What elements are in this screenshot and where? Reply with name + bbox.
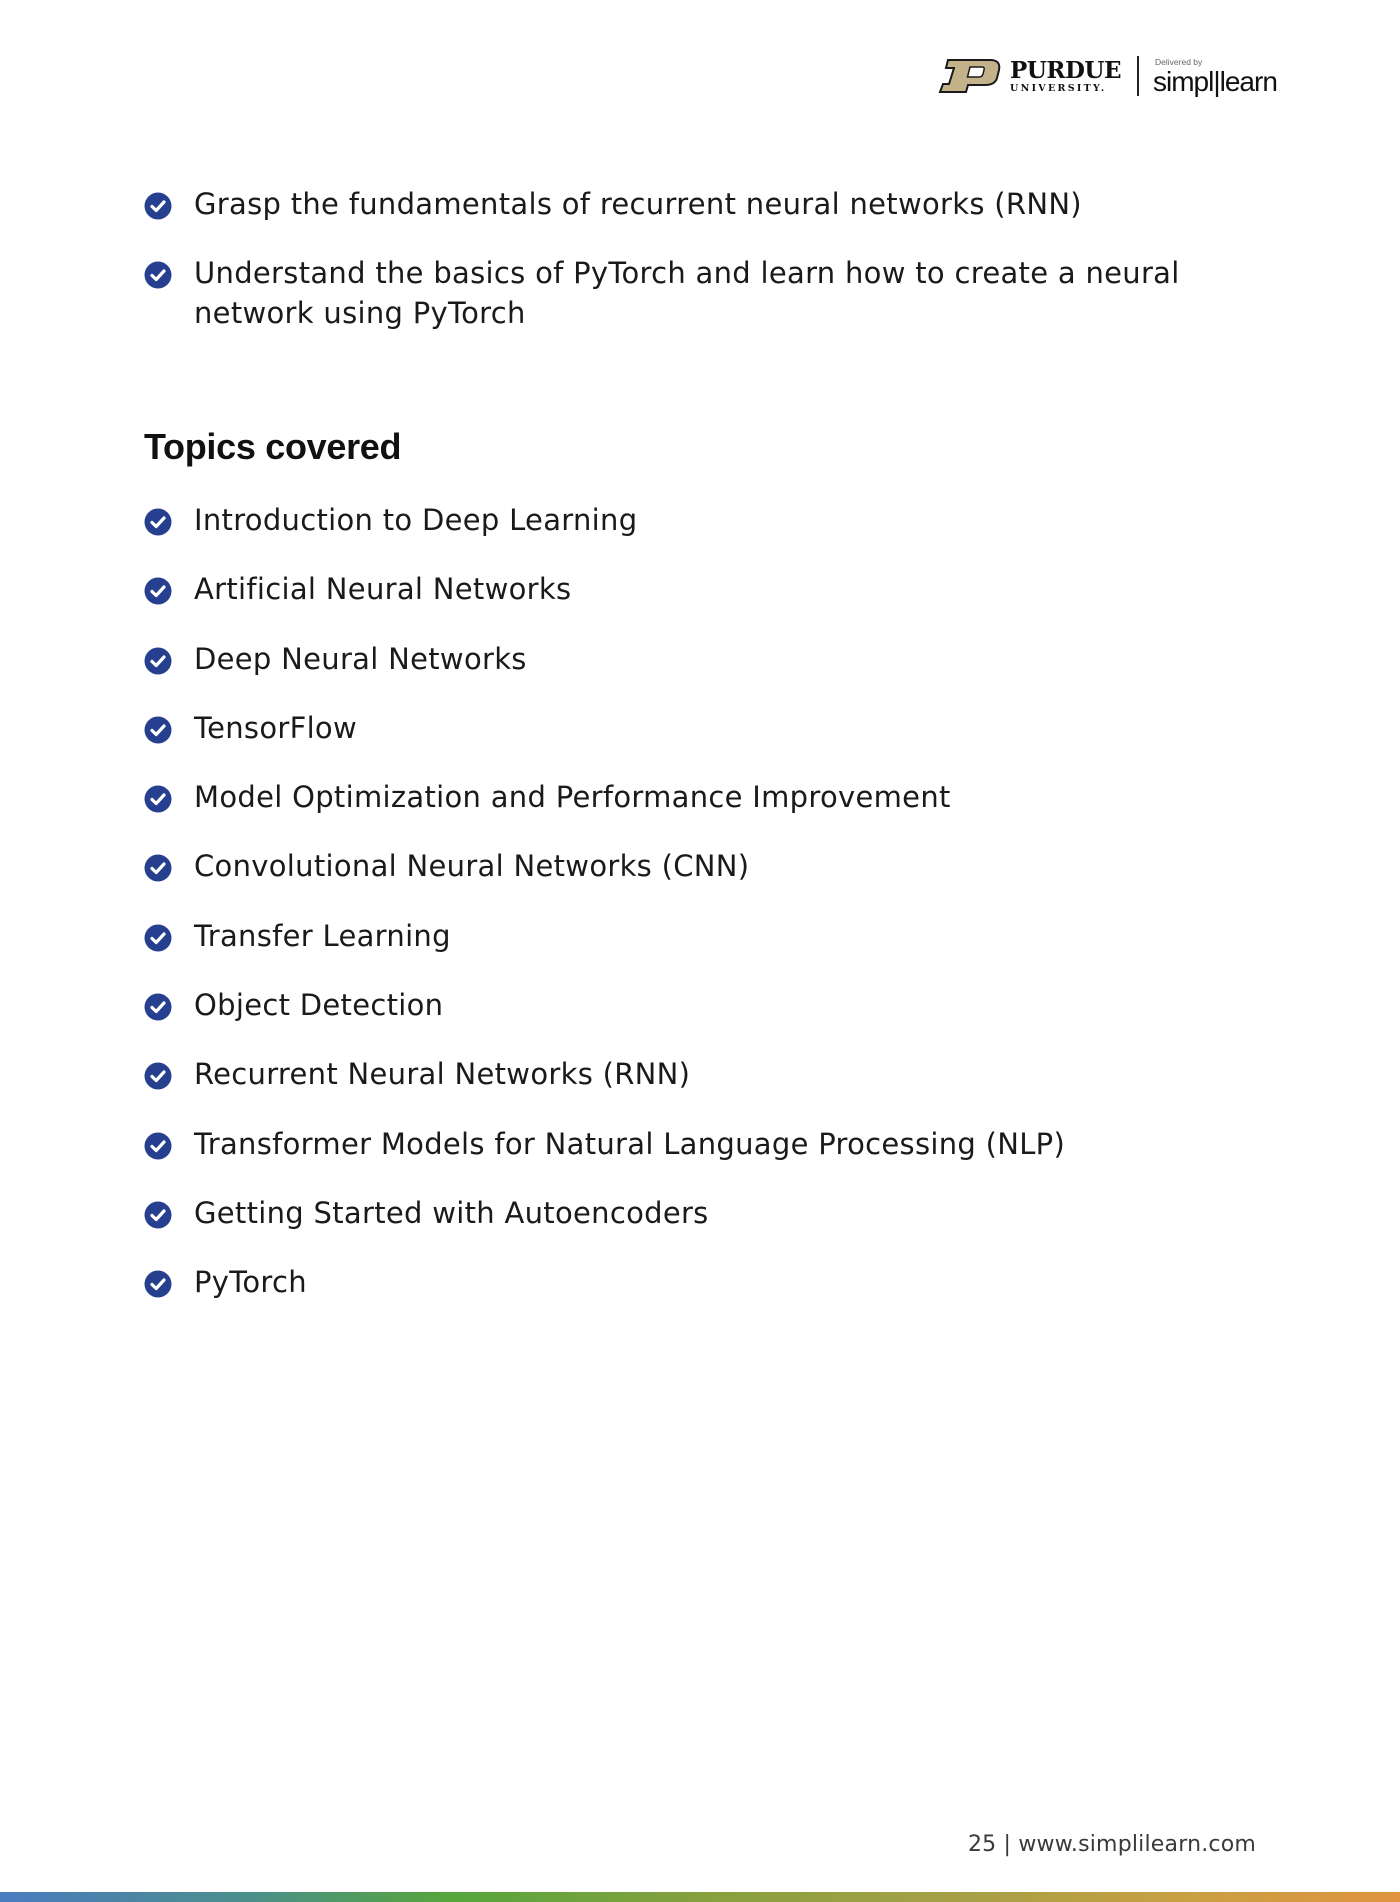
check-circle-icon (144, 192, 172, 220)
objective-item (144, 184, 1274, 224)
topic-text: PyTorch (194, 1265, 307, 1300)
topic-item (144, 985, 1065, 1054)
topic-item (144, 1193, 1065, 1262)
footer-gradient-bar (0, 1892, 1400, 1902)
learning-objectives-list (144, 184, 1274, 362)
check-circle-icon (144, 1201, 172, 1229)
check-circle-icon (144, 854, 172, 882)
check-circle-icon (144, 993, 172, 1021)
purdue-p-logo-icon (938, 58, 1002, 94)
topic-text: TensorFlow (194, 710, 357, 745)
topics-heading: Topics covered (144, 426, 402, 467)
objective-text: Grasp the fundamentals of recurrent neural networks (RNN) (194, 187, 1082, 221)
topic-text: Transfer Learning (194, 918, 451, 953)
topic-item (144, 916, 1065, 985)
check-circle-icon (144, 508, 172, 536)
check-circle-icon (144, 577, 172, 605)
topic-item (144, 500, 1065, 569)
topic-text: Convolutional Neural Networks (CNN) (194, 849, 750, 884)
topic-item (144, 846, 1065, 915)
check-circle-icon (144, 716, 172, 744)
topic-item (144, 1262, 1065, 1331)
topic-item (144, 639, 1065, 708)
objective-text: Understand the basics of PyTorch and learn how to create a neural network using PyTorch (194, 256, 1180, 330)
topic-text: Getting Started with Autoencoders (194, 1195, 709, 1230)
purdue-wordmark (1010, 56, 1122, 94)
purdue-subtitle: UNIVERSITY. (1010, 82, 1107, 94)
check-circle-icon (144, 924, 172, 952)
check-circle-icon (144, 1270, 172, 1298)
topics-list (144, 500, 1065, 1332)
topic-text: Object Detection (194, 988, 444, 1023)
logo-divider (1137, 56, 1139, 96)
simplilearn-logo (1153, 57, 1277, 96)
check-circle-icon (144, 1062, 172, 1090)
topic-item (144, 569, 1065, 638)
check-circle-icon (144, 647, 172, 675)
topic-text: Artificial Neural Networks (194, 572, 572, 607)
check-circle-icon (144, 1132, 172, 1160)
topic-text: Transformer Models for Natural Language Processing (NLP) (194, 1126, 1066, 1161)
check-circle-icon (144, 261, 172, 289)
purdue-name: PURDUE (1010, 56, 1122, 84)
topic-item (144, 777, 1065, 846)
topic-text: Introduction to Deep Learning (194, 503, 638, 537)
header-logos (938, 52, 1277, 100)
simplilearn-wordmark: simpl|learn (1153, 65, 1277, 97)
topic-text: Recurrent Neural Networks (RNN) (194, 1057, 691, 1092)
footer-page-info: 25 | www.simplilearn.com (967, 1832, 1256, 1857)
check-circle-icon (144, 785, 172, 813)
objective-item (144, 253, 1274, 333)
topic-text: Deep Neural Networks (194, 641, 527, 676)
topic-text: Model Optimization and Performance Improvement (194, 780, 951, 815)
topic-item (144, 1054, 1065, 1123)
topic-item (144, 1124, 1065, 1193)
delivered-by-label: Delivered by (1155, 56, 1203, 67)
topic-item (144, 708, 1065, 777)
